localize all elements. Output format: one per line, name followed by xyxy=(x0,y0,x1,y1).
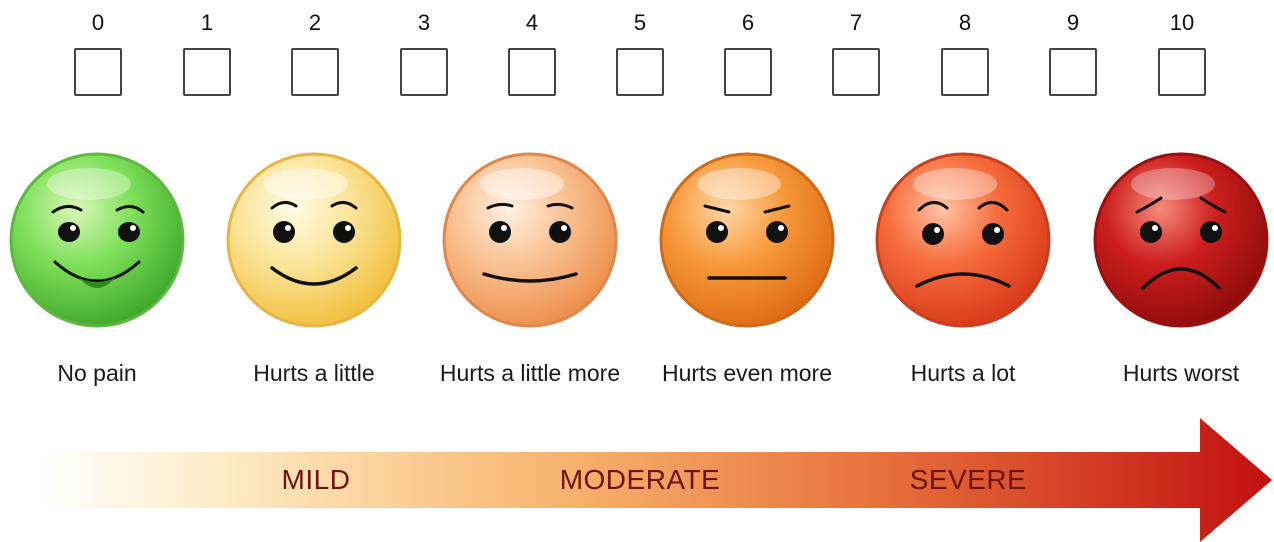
severity-label-mild: MILD xyxy=(281,464,351,495)
face-hurts-a-lot xyxy=(858,150,1068,387)
scale-number: 8 xyxy=(958,10,972,35)
scale-checkbox-3[interactable] xyxy=(400,48,448,96)
scale-number: 1 xyxy=(200,10,214,35)
scale-item-1 xyxy=(177,8,237,96)
severity-arrow xyxy=(40,418,1274,542)
scale-item-7 xyxy=(826,8,886,96)
scale-checkbox-8[interactable] xyxy=(941,48,989,96)
pain-scale-numbers xyxy=(0,0,1274,110)
scale-item-6 xyxy=(718,8,778,96)
severity-label-severe: SEVERE xyxy=(909,464,1027,495)
face-hurts-even-more xyxy=(642,150,852,387)
big-frown-face-icon xyxy=(1091,150,1271,330)
face-label: Hurts worst xyxy=(1122,360,1240,386)
scale-checkbox-9[interactable] xyxy=(1049,48,1097,96)
scale-number: 7 xyxy=(849,10,863,35)
neutral-face-icon xyxy=(657,150,837,330)
face-label: No pain xyxy=(57,360,137,386)
scale-checkbox-5[interactable] xyxy=(616,48,664,96)
scale-item-5 xyxy=(610,8,670,96)
smile-face-icon xyxy=(224,150,404,330)
scale-checkbox-10[interactable] xyxy=(1158,48,1206,96)
frown-face-icon xyxy=(873,150,1053,330)
scale-checkbox-1[interactable] xyxy=(183,48,231,96)
scale-number: 0 xyxy=(91,10,105,35)
scale-number: 4 xyxy=(525,10,539,35)
face-hurts-a-little xyxy=(209,150,419,387)
big-smile-face-icon xyxy=(7,150,187,330)
scale-item-0 xyxy=(68,8,128,96)
scale-checkbox-6[interactable] xyxy=(724,48,772,96)
scale-item-4 xyxy=(502,8,562,96)
face-label: Hurts a lot xyxy=(910,360,1016,386)
severity-label-moderate: MODERATE xyxy=(559,464,721,495)
scale-number: 5 xyxy=(633,10,647,35)
scale-number: 2 xyxy=(308,10,322,35)
scale-checkbox-0[interactable] xyxy=(74,48,122,96)
scale-checkbox-2[interactable] xyxy=(291,48,339,96)
faces-row xyxy=(0,150,1274,400)
scale-checkbox-7[interactable] xyxy=(832,48,880,96)
scale-item-10 xyxy=(1152,8,1212,96)
scale-item-3 xyxy=(394,8,454,96)
face-label: Hurts a little more xyxy=(439,360,621,386)
scale-number: 9 xyxy=(1066,10,1080,35)
scale-item-8 xyxy=(935,8,995,96)
scale-number: 3 xyxy=(417,10,431,35)
scale-checkbox-4[interactable] xyxy=(508,48,556,96)
face-hurts-worst xyxy=(1076,150,1274,387)
face-no-pain xyxy=(0,150,202,387)
scale-item-9 xyxy=(1043,8,1103,96)
slight-smile-face-icon xyxy=(440,150,620,330)
scale-number: 10 xyxy=(1169,10,1195,35)
scale-item-2 xyxy=(285,8,345,96)
face-label: Hurts even more xyxy=(661,360,832,386)
face-label: Hurts a little xyxy=(253,360,375,386)
scale-number: 6 xyxy=(741,10,755,35)
face-hurts-a-little-more xyxy=(425,150,635,387)
